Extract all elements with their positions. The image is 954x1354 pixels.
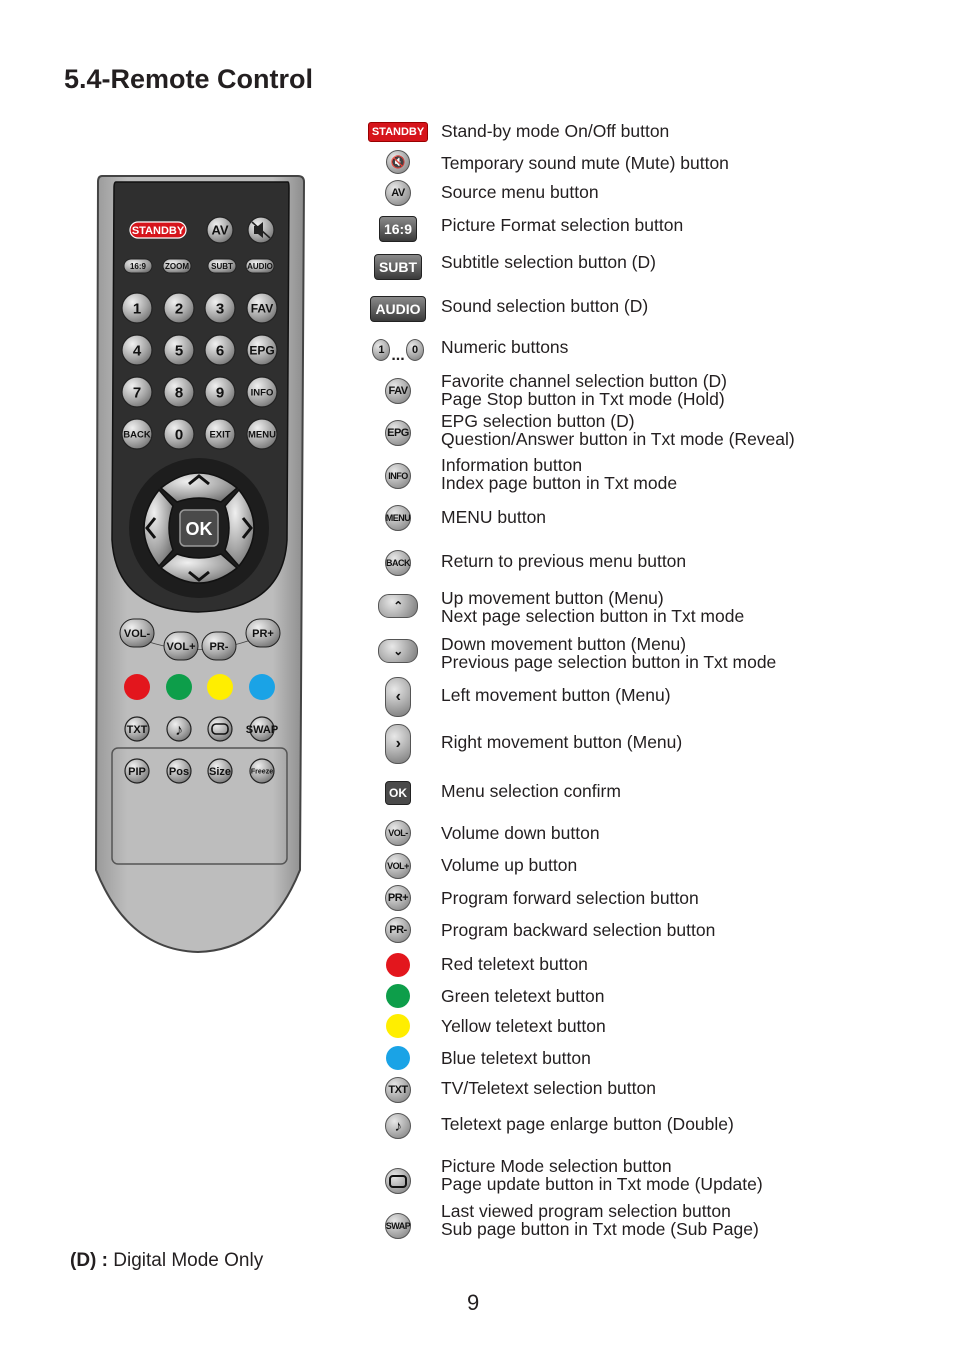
remote-mute-button[interactable] (248, 217, 274, 243)
legend-line: Program forward selection button (441, 888, 699, 908)
svg-text:5: 5 (174, 342, 184, 360)
page-number: 9 (467, 1290, 480, 1315)
remote-16-9-button[interactable] (124, 259, 152, 273)
svg-text:ZOOM: ZOOM (165, 261, 189, 271)
remote-ok-button[interactable] (180, 510, 218, 546)
remote-av-button[interactable] (207, 217, 233, 243)
legend-description (441, 589, 744, 625)
legend-line: Menu selection confirm (441, 781, 621, 801)
svg-text:TXT: TXT (126, 723, 148, 736)
remote-info-button[interactable] (247, 377, 277, 407)
legend-description (441, 782, 621, 800)
legend-description (441, 297, 648, 315)
subt-icon: SUBT (372, 247, 424, 287)
svg-text:VOL+: VOL+ (166, 640, 196, 653)
remote-pr-minus-button[interactable] (202, 632, 236, 660)
remote-yellow-button[interactable] (207, 674, 233, 700)
legend-line: Red teletext button (441, 954, 588, 974)
legend-description (441, 508, 546, 526)
pr-icon: PR+ (372, 878, 424, 918)
legend-line: Teletext page enlarge button (Double) (441, 1114, 734, 1134)
ok-icon: OK (372, 773, 424, 813)
page-title: 5.4-Remote Control (64, 64, 314, 94)
legend-line: Temporary sound mute (Mute) button (441, 153, 729, 173)
remote-6-button[interactable] (205, 335, 235, 365)
remote-txt-button[interactable] (125, 717, 149, 741)
legend-line: Down movement button (Menu) (441, 634, 687, 654)
vol-icon: VOL- (372, 813, 424, 853)
legend-description (441, 686, 671, 704)
legend-line: Last viewed program selection button (441, 1201, 731, 1221)
svg-text:Size: Size (208, 765, 232, 778)
legend-description (441, 955, 588, 973)
legend-description (441, 1017, 606, 1035)
svg-text:8: 8 (174, 384, 184, 402)
picture-icon (372, 1161, 424, 1201)
legend-description (441, 1079, 656, 1097)
remote-enlarge-button[interactable] (167, 717, 191, 741)
svg-text:EXIT: EXIT (209, 429, 231, 441)
menu-icon: MENU (372, 498, 424, 538)
svg-text:6: 6 (215, 342, 225, 360)
legend-description (441, 824, 600, 842)
legend-description (441, 1049, 591, 1067)
legend-description (441, 552, 686, 570)
legend-line: Previous page selection button in Txt mode (441, 652, 777, 672)
standby-icon: STANDBY (372, 112, 424, 152)
remote-pos-button[interactable] (167, 759, 191, 783)
remote-pr-plus-button[interactable] (246, 619, 280, 647)
remote-fav-button[interactable] (247, 293, 277, 323)
remote-1-button[interactable] (122, 293, 152, 323)
remote-0-button[interactable] (164, 419, 194, 449)
legend-line: Index page button in Txt mode (441, 473, 678, 493)
legend-line: Source menu button (441, 182, 599, 202)
legend-line: EPG selection button (D) (441, 411, 635, 431)
svg-text:OK: OK (185, 519, 213, 539)
right-icon: › (372, 724, 424, 764)
remote-3-button[interactable] (205, 293, 235, 323)
svg-text:MENU: MENU (248, 429, 276, 441)
legend-description (441, 1115, 734, 1133)
legend-line: Numeric buttons (441, 337, 569, 357)
legend-line: Right movement button (Menu) (441, 732, 683, 752)
epg-icon: EPG (372, 413, 424, 453)
remote-control-illustration (88, 170, 308, 960)
legend-line: Left movement button (Menu) (441, 685, 671, 705)
legend-line: Page Stop button in Txt mode (Hold) (441, 389, 725, 409)
remote-epg-button[interactable] (247, 335, 277, 365)
footnote-text: Digital Mode Only (107, 1250, 264, 1271)
legend-line: Next page selection button in Txt mode (441, 606, 745, 626)
svg-text:PR-: PR- (209, 640, 229, 653)
svg-text:PR+: PR+ (252, 627, 274, 640)
legend-line: Sound selection button (D) (441, 296, 649, 316)
remote-freeze-button[interactable] (250, 759, 274, 783)
svg-text:9: 9 (215, 384, 225, 402)
svg-text:2: 2 (174, 300, 184, 318)
legend-line: Blue teletext button (441, 1048, 591, 1068)
remote-4-button[interactable] (122, 335, 152, 365)
legend-line: Information button (441, 455, 583, 475)
svg-text:STANDBY: STANDBY (131, 225, 185, 237)
remote-dpad[interactable] (129, 458, 269, 598)
remote-subt-button[interactable] (208, 259, 236, 273)
svg-text:Freeze: Freeze (250, 768, 274, 776)
remote-green-button[interactable] (166, 674, 192, 700)
fav-icon: FAV (372, 371, 424, 411)
svg-text:AUDIO: AUDIO (247, 261, 273, 271)
legend-line: Volume up button (441, 855, 578, 875)
legend-description (441, 856, 577, 874)
legend-line: Picture Mode selection button (441, 1156, 672, 1176)
legend-description (441, 456, 677, 492)
remote-standby-button[interactable] (130, 222, 186, 238)
legend-description (441, 253, 656, 271)
txt-icon: TXT (372, 1070, 424, 1110)
svg-text:Pos: Pos (168, 765, 190, 778)
back-icon: BACK (372, 543, 424, 583)
remote-5-button[interactable] (164, 335, 194, 365)
svg-text:AV: AV (211, 222, 229, 238)
legend-description (441, 412, 795, 448)
down-icon: ⌄ (372, 631, 424, 671)
legend-line: Program backward selection button (441, 920, 716, 940)
svg-text:♪: ♪ (175, 721, 183, 739)
legend-line: TV/Teletext selection button (441, 1078, 656, 1098)
legend-description (441, 183, 599, 201)
remote-exit-button[interactable] (205, 419, 235, 449)
svg-text:EPG: EPG (249, 343, 275, 358)
legend-line: Return to previous menu button (441, 551, 687, 571)
av-icon: AV (372, 173, 424, 213)
mute-icon: 🔇 (372, 142, 424, 182)
svg-text:FAV: FAV (250, 301, 274, 316)
remote-9-button[interactable] (205, 377, 235, 407)
remote-7-button[interactable] (122, 377, 152, 407)
legend-description (441, 921, 715, 939)
legend-line: Green teletext button (441, 986, 605, 1006)
remote-red-button[interactable] (124, 674, 150, 700)
footnote-key: (D) : (70, 1250, 108, 1271)
remote-audio-button[interactable] (246, 259, 274, 273)
svg-text:PIP: PIP (128, 765, 146, 778)
remote-vol-plus-button[interactable] (164, 632, 198, 660)
remote-size-button[interactable] (208, 759, 232, 783)
left-icon: ‹ (372, 677, 424, 717)
legend-line: Question/Answer button in Txt mode (Reveal) (441, 429, 795, 449)
remote-vol-minus-button[interactable] (120, 619, 154, 647)
legend-description (441, 122, 669, 140)
vol-icon: VOL+ (372, 846, 424, 886)
remote-zoom-button[interactable] (163, 259, 191, 273)
svg-text:7: 7 (132, 384, 142, 402)
16-9-icon: 16:9 (372, 209, 424, 249)
legend-description (441, 1202, 759, 1238)
legend-description (441, 733, 682, 751)
footnote (70, 1250, 263, 1272)
legend-description (441, 154, 729, 172)
pr-icon: PR- (372, 910, 424, 950)
legend-line: Yellow teletext button (441, 1016, 606, 1036)
legend-description (441, 216, 683, 234)
remote-blue-button[interactable] (249, 674, 275, 700)
legend-line: Stand-by mode On/Off button (441, 121, 670, 141)
legend-line: MENU button (441, 507, 547, 527)
legend-line: Up movement button (Menu) (441, 588, 664, 608)
legend-line: Volume down button (441, 823, 600, 843)
remote-menu-button[interactable] (247, 419, 277, 449)
remote-back-button[interactable] (122, 419, 152, 449)
legend-line: Subtitle selection button (D) (441, 252, 656, 272)
legend-description (441, 338, 568, 356)
up-icon: ⌃ (372, 586, 424, 626)
1-0-icon: 1 ... 0 (372, 330, 424, 370)
info-icon: INFO (372, 456, 424, 496)
legend-line: Sub page button in Txt mode (Sub Page) (441, 1219, 759, 1239)
svg-text:INFO: INFO (250, 387, 274, 399)
swap-icon: SWAP (372, 1206, 424, 1246)
svg-text:16:9: 16:9 (129, 261, 147, 271)
svg-text:SUBT: SUBT (211, 261, 233, 271)
remote-8-button[interactable] (164, 377, 194, 407)
legend-line: Favorite channel selection button (D) (441, 371, 727, 391)
remote-pip-button[interactable] (125, 759, 149, 783)
legend-description (441, 1157, 763, 1193)
svg-text:VOL-: VOL- (123, 627, 151, 640)
audio-icon: AUDIO (372, 289, 424, 329)
legend-description (441, 889, 699, 907)
legend-description (441, 635, 776, 671)
legend-line: Picture Format selection button (441, 215, 684, 235)
remote-picture-mode-button[interactable] (208, 717, 232, 741)
svg-text:0: 0 (174, 426, 184, 444)
legend-description (441, 372, 727, 408)
legend-description (441, 987, 604, 1005)
svg-text:1: 1 (132, 300, 142, 318)
note-icon: ♪ (372, 1106, 424, 1146)
svg-text:3: 3 (215, 300, 225, 318)
remote-2-button[interactable] (164, 293, 194, 323)
svg-text:BACK: BACK (123, 429, 151, 441)
svg-text:SWAP: SWAP (245, 723, 279, 736)
svg-text:4: 4 (132, 342, 142, 360)
legend-line: Page update button in Txt mode (Update) (441, 1174, 763, 1194)
